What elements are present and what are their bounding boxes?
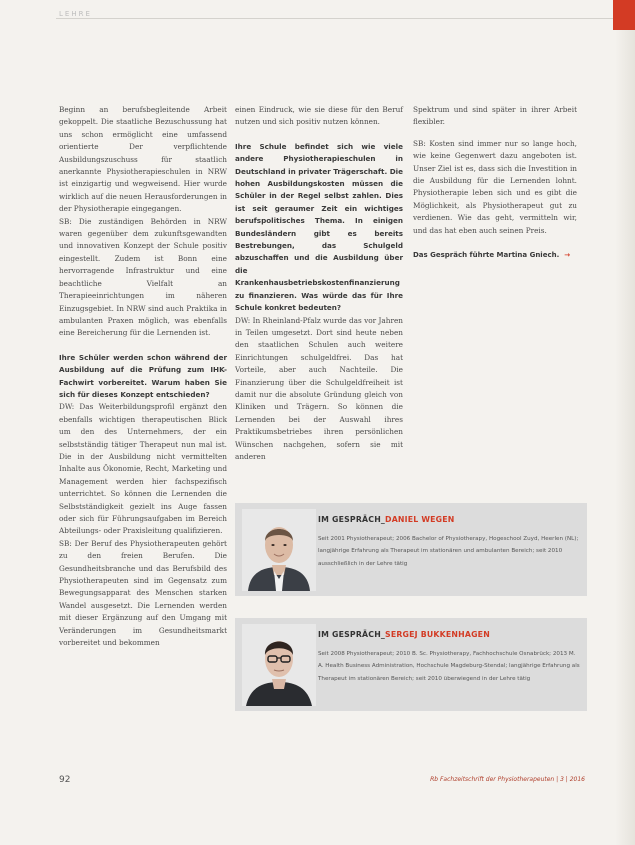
interview-question: Ihre Schüler werden schon während der Ausbildung auf die Prüfung zum IHK-Fachwirt vorbereitet. Warum haben Sie sich für dieses Konzept entschieden? (59, 352, 227, 399)
profile-name: DANIEL WEGEN (385, 515, 455, 524)
arrow-right-icon: → (564, 251, 571, 260)
interview-question: Ihre Schule befindet sich wie viele andere Physiotherapieschulen in Deutschland in privater Trägerschaft. Die hohen Ausbildungskosten müssen die Schüler in der Regel selbst zahlen. Dies ist seit geraumer Zeit ein wichtiges berufspolitisches Thema. In einigen Bundesländern gibt es bereits Bestrebungen, das Schulgeld abzuschaffen und die Ausbildung über die Krankenhausbetriebskostenfinanzierung zu finanzieren. Was würde das für Ihre Schule konkret bedeuten? (235, 141, 403, 313)
text-column-1 (59, 104, 227, 649)
profile-box-sergej-bukkenhagen (235, 618, 587, 711)
paragraph: SB: Der Beruf des Physiotherapeuten gehört zu den freien Berufen. Die Gesundheitsbranche und das Berufsbild des Physiotherapeuten sind im Gegensatz zum Bewegungsapparat des Menschen starken Wandel ausgesetzt. Die Lernenden werden mit dieser Ergänzung auf den Umgang mit Veränderungen im Gesundheitsmarkt vorbereitet und bekommen (59, 538, 227, 648)
profile-name: SERGEJ BUKKENHAGEN (385, 630, 490, 639)
paragraph: DW: In Rheinland-Pfalz wurde das vor Jahren in Teilen umgesetzt. Dort sind heute neben den staatlichen Schulen auch weitere Einrichtungen schulgeldfrei. Das hat Vorteile, aber auch Nachteile. Die Finanzierung über die Schulgeldfreiheit ist damit nur die absolute Gründung gleich von Kliniken und Trägern. So können die Lernenden bei der Auswahl ihres Praktikumsbetriebes ihren persönlichen Wünschen nachgehen, sofern sie mit anderen (235, 315, 403, 461)
profile-heading-prefix: IM GESPRÄCH_ (318, 515, 386, 524)
profile-heading (318, 630, 490, 639)
text-column-3 (413, 104, 577, 261)
section-label: LEHRE (59, 10, 92, 18)
profile-bio: Seit 2001 Physiotherapeut; 2006 Bachelor of Physiotherapy, Hogeschool Zuyd, Heerlen (NL); langjährige Erfahrung als Therapeut im stationären und ambulanten Bereich; seit 2010 ausschließlich in der Lehre tätig (318, 536, 579, 567)
paragraph: DW: Das Weiterbildungsprofil ergänzt den ebenfalls wichtigen therapeutischen Blick um den des Unternehmers, der ein selbstständig tätiger Therapeut nun mal ist. Die in der Ausbildung nicht vermittelten Inhalte aus Ökonomie, Recht, Marketing und Management werden hier fachspezifisch unterrichtet. So können die Lernenden die Selbstständigkeit gezielt ins Auge fassen oder sich für Führungsaufgaben im Bereich Abteilungs- oder Praxisleitung qualifizieren. (59, 402, 227, 536)
paragraph: Spektrum und sind später in ihrer Arbeit flexibler. (413, 105, 577, 127)
profile-bio: Seit 2008 Physiotherapeut; 2010 B. Sc. Physiotherapy, Fachhochschule Osnabrück; 2013 M. A. Health Business Administration, Hochschule Magdeburg-Stendal; langjährige Erfahrung als Therapeut im stationären Bereich; seit 2010 überwiegend in der Lehre tätig (318, 651, 580, 682)
profile-heading (318, 515, 455, 524)
portrait-photo (242, 509, 316, 591)
paragraph: SB: Die zuständigen Behörden in NRW waren gegenüber dem zukunftsgewandten und innovativen Konzept der Schule positiv eingestellt. Zudem ist Bonn eine hervorragende Infrastruktur und eine beachtliche Vielfalt an Therapieeinrichtungen im näheren Einzugsgebiet. In NRW sind auch Praktika in ambulanten Praxen möglich, was ebenfalls eine Bereicherung für die Lernenden ist. (59, 216, 227, 338)
corner-color-tab (613, 0, 635, 30)
credit-text: Das Gespräch führte Martina Gniech. (413, 251, 560, 260)
header-rule (56, 18, 613, 19)
interview-credit (413, 249, 577, 261)
paragraph: Beginn an berufsbegleitende Arbeit gekoppelt. Die staatliche Bezuschussung hat uns schon ermöglicht eine umfassend orientierte Der verpflichtende Ausbildungszuschuss für staatlich anerkannte Physiotherapieschulen in NRW ist einzigartig und wegweisend. Hier wurde wirklich auf die neuen Herausforderungen in der Physiotherapie eingegangen. (59, 105, 227, 214)
text-column-2 (235, 104, 403, 463)
publication-footer: Rb Fachzeitschrift der Physiotherapeuten | 3 | 2016 (430, 776, 585, 783)
page-number: 92 (59, 775, 71, 785)
portrait-photo (242, 624, 316, 706)
paragraph: einen Eindruck, wie sie diese für den Beruf nutzen und sich positiv nutzen können. (235, 105, 403, 127)
page-edge-shadow (615, 30, 635, 845)
paragraph: SB: Kosten sind immer nur so lange hoch, wie keine Gegenwert dazu angeboten ist. Unser Ziel ist es, dass sich die Investition in die Ausbildung für die Lernenden lohnt. Physiotherapie leben sich und es gibt die Möglichkeit, als Physiotherapeut gut zu verdienen. Wie das geht, vermitteln wir, und das hat eben auch seinen Preis. (413, 138, 577, 235)
profile-heading-prefix: IM GESPRÄCH_ (318, 630, 386, 639)
profile-box-daniel-wegen (235, 503, 587, 596)
